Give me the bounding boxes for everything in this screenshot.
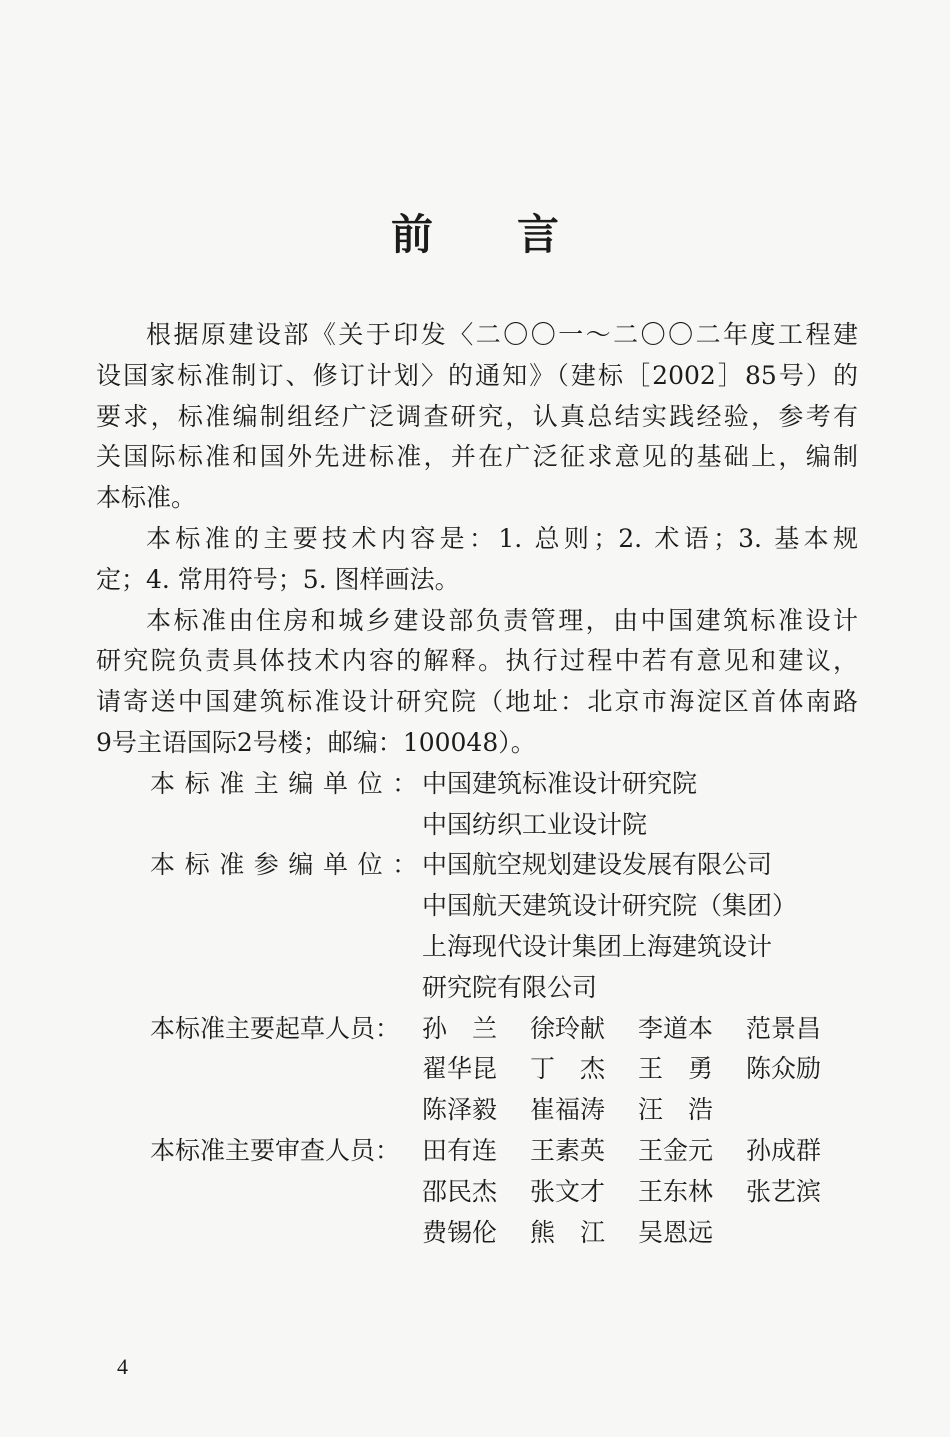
paragraph-1 xyxy=(96,315,858,519)
paragraph-line: 要求，标准编制组经广泛调查研究，认真总结实践经验，参考有 xyxy=(96,401,858,431)
reviewer-name: 王东林 xyxy=(638,1176,714,1206)
paragraph-line: 请寄送中国建筑标准设计研究院（地址：北京市海淀区首体南路 xyxy=(96,687,858,717)
reviewer-name: 王素英 xyxy=(530,1135,606,1165)
chief-units-label: 本标准主编单位： xyxy=(150,768,427,798)
drafter-name: 王勇 xyxy=(638,1054,739,1084)
participating-unit: 研究院有限公司 xyxy=(422,972,598,1002)
reviewer-name: 孙成群 xyxy=(746,1135,822,1165)
reviewer-name: 熊江 xyxy=(530,1217,631,1247)
participating-units-label: 本标准参编单位： xyxy=(150,850,427,880)
chief-unit: 中国纺织工业设计院 xyxy=(422,809,648,839)
drafter-name: 李道本 xyxy=(638,1013,714,1043)
reviewer-name: 邵民杰 xyxy=(422,1176,498,1206)
paragraph-line: 定；4. 常用符号；5. 图样画法。 xyxy=(96,564,460,594)
paragraph-line: 研究院负责具体技术内容的解释。执行过程中若有意见和建议， xyxy=(96,646,858,676)
drafter-name: 汪浩 xyxy=(638,1095,739,1125)
page-title xyxy=(0,205,950,265)
drafter-name: 徐玲献 xyxy=(530,1013,606,1043)
title-char-2: 言 xyxy=(517,210,560,259)
participating-unit: 中国航天建筑设计研究院（集团） xyxy=(422,891,798,921)
reviewer-name: 费锡伦 xyxy=(422,1217,498,1247)
reviewer-name: 张艺滨 xyxy=(746,1176,822,1206)
participating-unit: 中国航空规划建设发展有限公司 xyxy=(422,850,773,880)
reviewer-name: 吴恩远 xyxy=(638,1217,714,1247)
paragraph-line: 本标准由住房和城乡建设部负责管理，由中国建筑标准设计 xyxy=(146,605,858,635)
drafters xyxy=(96,1009,858,1131)
paragraph-line: 关国际标准和国外先进标准，并在广泛征求意见的基础上，编制 xyxy=(96,442,858,472)
paragraph-line: 本标准的主要技术内容是：1. 总则；2. 术语；3. 基本规 xyxy=(146,523,858,553)
reviewer-name: 王金元 xyxy=(638,1135,714,1165)
participating-unit: 上海现代设计集团上海建筑设计 xyxy=(422,931,773,961)
drafter-name: 陈众励 xyxy=(746,1054,822,1084)
drafter-name: 丁杰 xyxy=(530,1054,631,1084)
paragraph-line: 设国家标准制订、修订计划〉的通知》（建标［2002］85号）的 xyxy=(96,360,858,390)
paragraph-line: 根据原建设部《关于印发〈二〇〇一～二〇〇二年度工程建 xyxy=(146,320,858,349)
chief-units xyxy=(96,764,858,846)
drafters-label: 本标准主要起草人员： xyxy=(150,1013,401,1043)
preface-body xyxy=(96,315,858,1253)
reviewers xyxy=(96,1131,858,1253)
participating-units xyxy=(96,845,858,1008)
paragraph-2 xyxy=(96,519,858,601)
chief-unit: 中国建筑标准设计研究院 xyxy=(422,768,698,798)
title-char-1: 前 xyxy=(390,210,433,259)
drafter-name: 陈泽毅 xyxy=(422,1095,498,1125)
paragraph-line: 9号主语国际2号楼；邮编：100048）。 xyxy=(96,727,536,757)
reviewer-name: 田有连 xyxy=(422,1135,498,1165)
reviewers-label: 本标准主要审查人员： xyxy=(150,1135,401,1165)
paragraph-line: 本标准。 xyxy=(96,483,197,513)
drafter-name: 翟华昆 xyxy=(422,1054,498,1084)
page-number: 4 xyxy=(117,1354,128,1379)
drafter-name: 范景昌 xyxy=(746,1013,822,1043)
drafter-name: 崔福涛 xyxy=(530,1095,606,1125)
drafter-name: 孙兰 xyxy=(422,1013,523,1043)
reviewer-name: 张文才 xyxy=(530,1176,606,1206)
paragraph-3 xyxy=(96,601,858,764)
